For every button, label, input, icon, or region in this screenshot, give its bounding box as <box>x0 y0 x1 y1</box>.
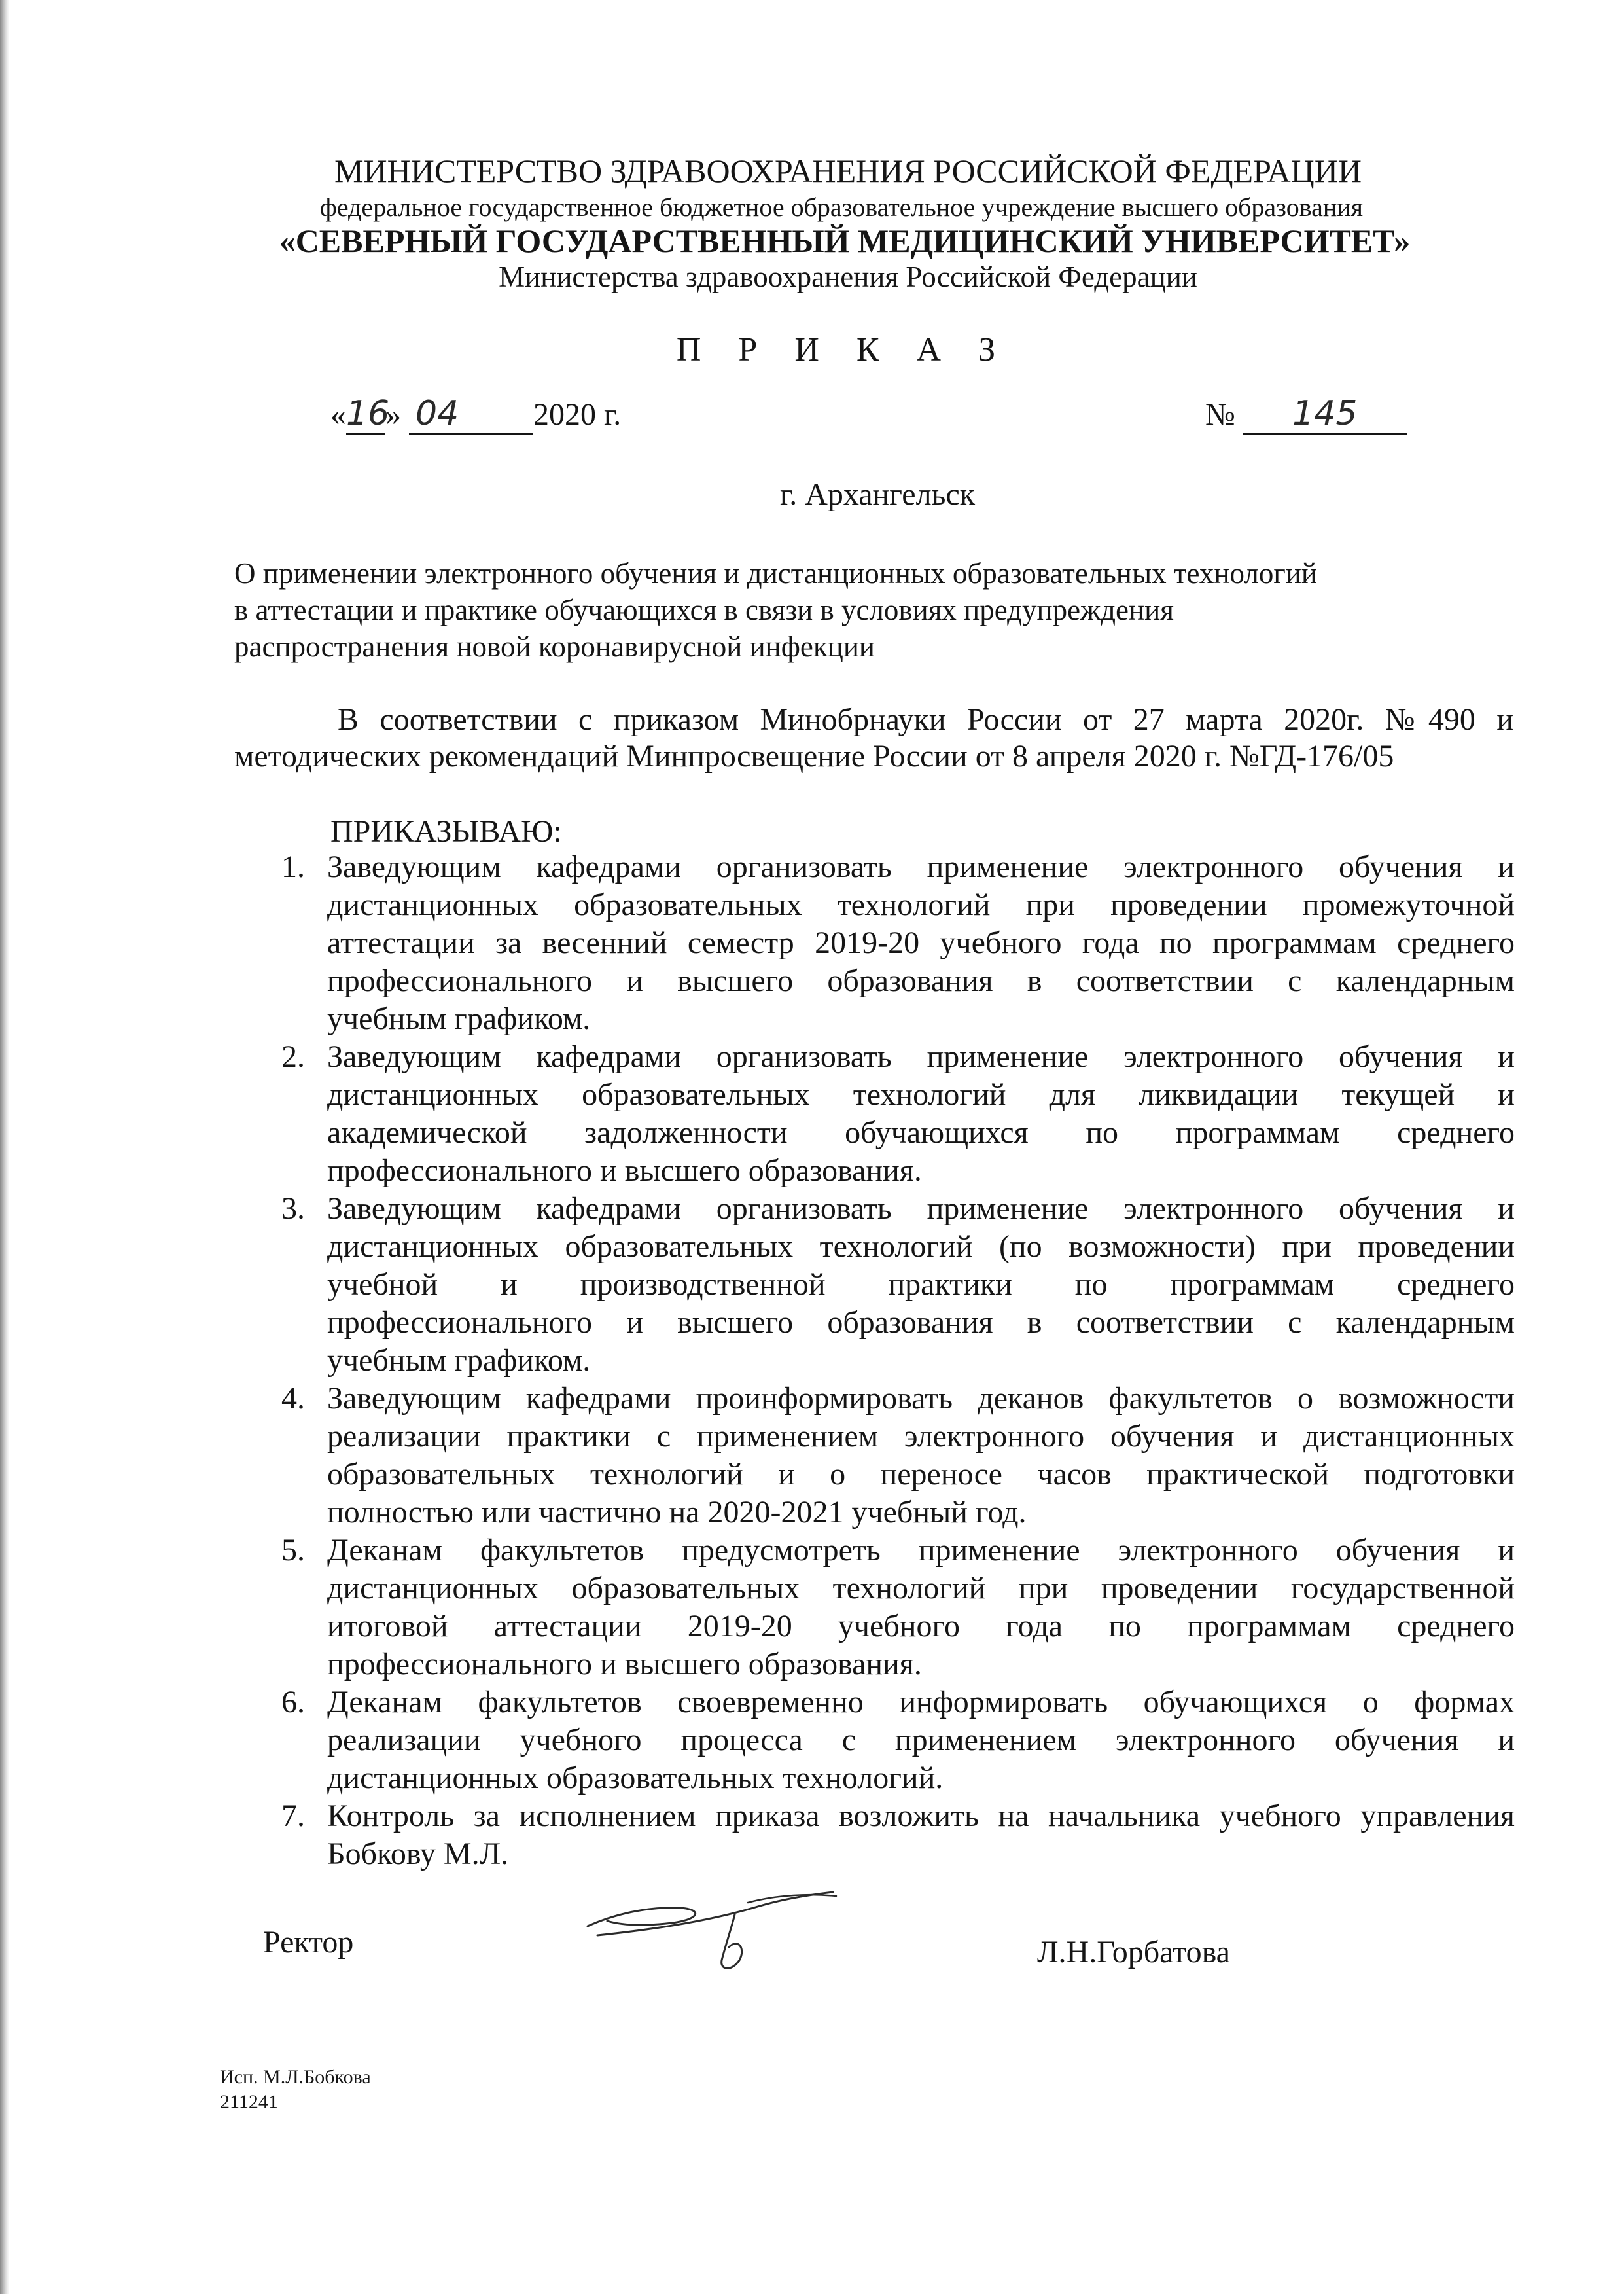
date-open-quote: « <box>330 397 346 432</box>
item-line: профессионального и высшего образования в соответствии с календарным <box>327 963 1515 998</box>
institution-type: федеральное государственное бюджетное образовательное учреждение высшего образования <box>319 192 1364 222</box>
item-line: дистанционных образовательных технологий при проведении промежуточной <box>327 887 1515 922</box>
date-close-quote: » <box>385 397 401 432</box>
date-day-handwritten: 16 <box>346 394 390 433</box>
order-item <box>268 1683 1515 1797</box>
handwritten-signature <box>568 1875 843 1980</box>
order-item <box>268 848 1515 1038</box>
item-line: профессионального и высшего образования. <box>327 1153 922 1188</box>
subject-line: распространения новой коронавирусной инфекции <box>234 630 875 663</box>
executor-info <box>220 2065 371 2115</box>
order-item <box>268 1190 1515 1380</box>
order-items <box>268 848 1515 1873</box>
order-item <box>268 1038 1515 1190</box>
date-month-handwritten: 04 <box>409 394 533 435</box>
city: г. Архангельск <box>779 477 976 512</box>
preamble-line: методических рекомендаций Минпросвещение России от 8 апреля 2020 г. №ГД-176/05 <box>234 739 1394 774</box>
item-line: дистанционных образовательных технологий при проведении государственной <box>327 1571 1515 1605</box>
item-line: реализации практики с применением электронного обучения и дистанционных <box>327 1419 1515 1454</box>
order-date <box>330 394 621 435</box>
item-line: дистанционных образовательных технологий. <box>327 1761 944 1795</box>
item-number: 4. <box>281 1381 305 1416</box>
item-number: 2. <box>281 1039 305 1074</box>
order-subject <box>234 555 1477 665</box>
preamble <box>234 702 1513 775</box>
item-line: образовательных технологий и о переносе часов практической подготовки <box>327 1457 1515 1492</box>
item-line: Заведующим кафедрами проинформировать деканов факультетов о возможности <box>327 1381 1515 1416</box>
order-item <box>268 1380 1515 1532</box>
ministry-of-line: Министерства здравоохранения Российской Федерации <box>499 260 1197 293</box>
item-line: Контроль за исполнением приказа возложить на начальника учебного управления <box>327 1799 1515 1833</box>
executor-name: Исп. М.Л.Бобкова <box>220 2066 371 2088</box>
item-line: Заведующим кафедрами организовать применение электронного обучения и <box>327 850 1515 884</box>
order-word: ПРИКАЗЫВАЮ: <box>330 814 562 849</box>
item-line: учебным графиком. <box>327 1343 591 1378</box>
item-line: полностью или частично на 2020-2021 учебный год. <box>327 1495 1027 1530</box>
item-line: итоговой аттестации 2019-20 учебного года по программам среднего <box>327 1609 1515 1643</box>
preamble-line: В соответствии с приказом Минобрнауки России от 27 марта 2020г. №490 и <box>338 702 1513 737</box>
item-number: 1. <box>281 850 305 884</box>
item-number: 3. <box>281 1191 305 1226</box>
item-number: 5. <box>281 1533 305 1568</box>
executor-phone: 211241 <box>220 2091 278 2113</box>
subject-line: в аттестации и практике обучающихся в связи в условиях предупреждения <box>234 594 1174 626</box>
order-item <box>268 1532 1515 1683</box>
signatory-name: Л.Н.Горбатова <box>1037 1935 1230 1969</box>
item-line: реализации учебного процесса с применением электронного обучения и <box>327 1723 1515 1757</box>
item-line: Заведующим кафедрами организовать применение электронного обучения и <box>327 1191 1515 1226</box>
university-name: «СЕВЕРНЫЙ ГОСУДАРСТВЕННЫЙ МЕДИЦИНСКИЙ УНИВЕРСИТЕТ» <box>279 223 1411 259</box>
item-line: дистанционных образовательных технологий для ликвидации текущей и <box>327 1077 1515 1112</box>
number-label: № <box>1205 397 1235 432</box>
ministry-heading: МИНИСТЕРСТВО ЗДРАВООХРАНЕНИЯ РОССИЙСКОЙ ФЕДЕРАЦИИ <box>334 152 1362 189</box>
item-number: 7. <box>281 1799 305 1833</box>
item-line: Заведующим кафедрами организовать применение электронного обучения и <box>327 1039 1515 1074</box>
order-number-handwritten: 145 <box>1243 394 1407 435</box>
order-number <box>1205 394 1407 435</box>
document-title: П Р И К А З <box>676 331 1010 368</box>
item-line: Бобкову М.Л. <box>327 1837 509 1871</box>
date-year: 2020 г. <box>533 397 622 432</box>
item-line: Деканам факультетов своевременно информировать обучающихся о формах <box>327 1685 1515 1719</box>
item-number: 6. <box>281 1685 305 1719</box>
order-item <box>268 1797 1515 1873</box>
signatory-position: Ректор <box>263 1925 354 1960</box>
item-line: аттестации за весенний семестр 2019-20 учебного года по программам среднего <box>327 925 1515 960</box>
item-line: Деканам факультетов предусмотреть применение электронного обучения и <box>327 1533 1515 1568</box>
item-line: дистанционных образовательных технологий (по возможности) при проведении <box>327 1229 1515 1264</box>
item-line: учебным графиком. <box>327 1001 591 1036</box>
item-line: учебной и производственной практики по программам среднего <box>327 1267 1515 1302</box>
subject-line: О применении электронного обучения и дистанционных образовательных технологий <box>234 557 1317 590</box>
item-line: профессионального и высшего образования в соответствии с календарным <box>327 1305 1515 1340</box>
item-line: профессионального и высшего образования. <box>327 1647 922 1681</box>
item-line: академической задолженности обучающихся по программам среднего <box>327 1115 1515 1150</box>
